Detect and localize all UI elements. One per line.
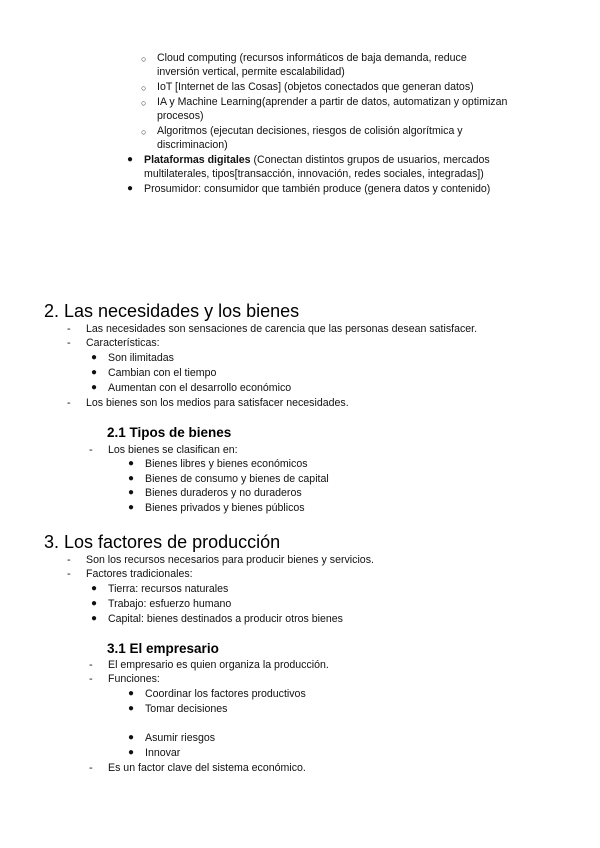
list-item: Los bienes son los medios para satisfacer necesidades. (86, 397, 349, 409)
list-item-line: IA y Machine Learning(aprender a partir de datos, automatizan y optimizan (157, 96, 508, 108)
list-item: Es un factor clave del sistema económico. (108, 762, 306, 774)
list-item: Bienes de consumo y bienes de capital (145, 473, 329, 485)
list-item-line: multilaterales, tipos[transacción, innovación, redes sociales, integradas]) (144, 168, 484, 180)
circle-bullet-icon: ○ (141, 83, 147, 93)
list-item-line: Algoritmos (ejecutan decisiones, riesgos de colisión algorítmica y (157, 125, 463, 137)
term-description: (Conectan distintos grupos de usuarios, mercados (250, 154, 490, 166)
list-item: Las necesidades son sensaciones de carencia que las personas desean satisfacer. (86, 323, 478, 335)
list-item-line: Cloud computing (recursos informáticos de baja demanda, reduce (157, 52, 467, 64)
bullet-icon: ● (128, 458, 135, 469)
bullet-icon: ● (91, 382, 98, 393)
dash-icon: - (89, 673, 93, 685)
list-item: Tomar decisiones (145, 703, 228, 715)
list-item: Factores tradicionales: (86, 568, 193, 580)
circle-bullet-icon: ○ (141, 98, 147, 108)
list-item: Trabajo: esfuerzo humano (108, 598, 232, 610)
section-heading: 3. Los factores de producción (44, 532, 281, 552)
list-item: El empresario es quien organiza la producción. (108, 659, 329, 671)
bullet-icon: ● (91, 613, 98, 624)
list-item: Asumir riesgos (145, 732, 216, 744)
dash-icon: - (67, 397, 71, 409)
dash-icon: - (89, 444, 93, 456)
dash-icon: - (89, 659, 93, 671)
list-item-line: procesos) (157, 110, 204, 122)
list-item: Cambian con el tiempo (108, 367, 217, 379)
bullet-icon: ● (128, 487, 135, 498)
bold-term: Plataformas digitales (144, 154, 251, 166)
list-item: Los bienes se clasifican en: (108, 444, 238, 456)
bullet-icon: ● (128, 732, 135, 743)
list-item-line: IoT [Internet de las Cosas] (objetos conectados que generan datos) (157, 81, 474, 93)
list-item: Son ilimitadas (108, 352, 174, 364)
list-item: Innovar (145, 747, 181, 759)
bullet-icon: ● (91, 367, 98, 378)
bullet-icon: ● (91, 583, 98, 594)
bullet-icon: ● (128, 703, 135, 714)
bullet-icon: ● (91, 598, 98, 609)
dash-icon: - (89, 762, 93, 774)
list-item: Son los recursos necesarios para producir bienes y servicios. (86, 554, 374, 566)
list-item-line: Prosumidor: consumidor que también produce (genera datos y contenido) (144, 183, 491, 195)
dash-icon: - (67, 323, 71, 335)
bullet-icon: ● (128, 747, 135, 758)
bullet-icon: ● (128, 688, 135, 699)
list-item: Tierra: recursos naturales (108, 583, 229, 595)
subsection-heading: 3.1 El empresario (107, 641, 219, 656)
list-item-line (144, 153, 490, 168)
bullet-icon: ● (128, 473, 135, 484)
list-item-line: inversión vertical, permite escalabilidad) (157, 66, 345, 78)
list-item: Características: (86, 337, 160, 349)
list-item: Bienes libres y bienes económicos (145, 458, 308, 470)
dash-icon: - (67, 568, 71, 580)
list-item: Capital: bienes destinados a producir otros bienes (108, 613, 343, 625)
list-item-line: discriminacion) (157, 139, 228, 151)
circle-bullet-icon: ○ (141, 127, 147, 137)
bullet-icon: ● (91, 352, 98, 363)
subsection-heading: 2.1 Tipos de bienes (107, 425, 232, 440)
list-item: Funciones: (108, 673, 160, 685)
bullet-icon: ● (128, 502, 135, 513)
list-item: Coordinar los factores productivos (145, 688, 306, 700)
dash-icon: - (67, 554, 71, 566)
section-heading: 2. Las necesidades y los bienes (44, 301, 300, 321)
list-item: Bienes duraderos y no duraderos (145, 487, 302, 499)
bullet-icon: ● (127, 183, 134, 194)
dash-icon: - (67, 337, 71, 349)
list-item: Aumentan con el desarrollo económico (108, 382, 292, 394)
bullet-icon: ● (127, 154, 134, 165)
list-item: Bienes privados y bienes públicos (145, 502, 305, 514)
circle-bullet-icon: ○ (141, 54, 147, 64)
